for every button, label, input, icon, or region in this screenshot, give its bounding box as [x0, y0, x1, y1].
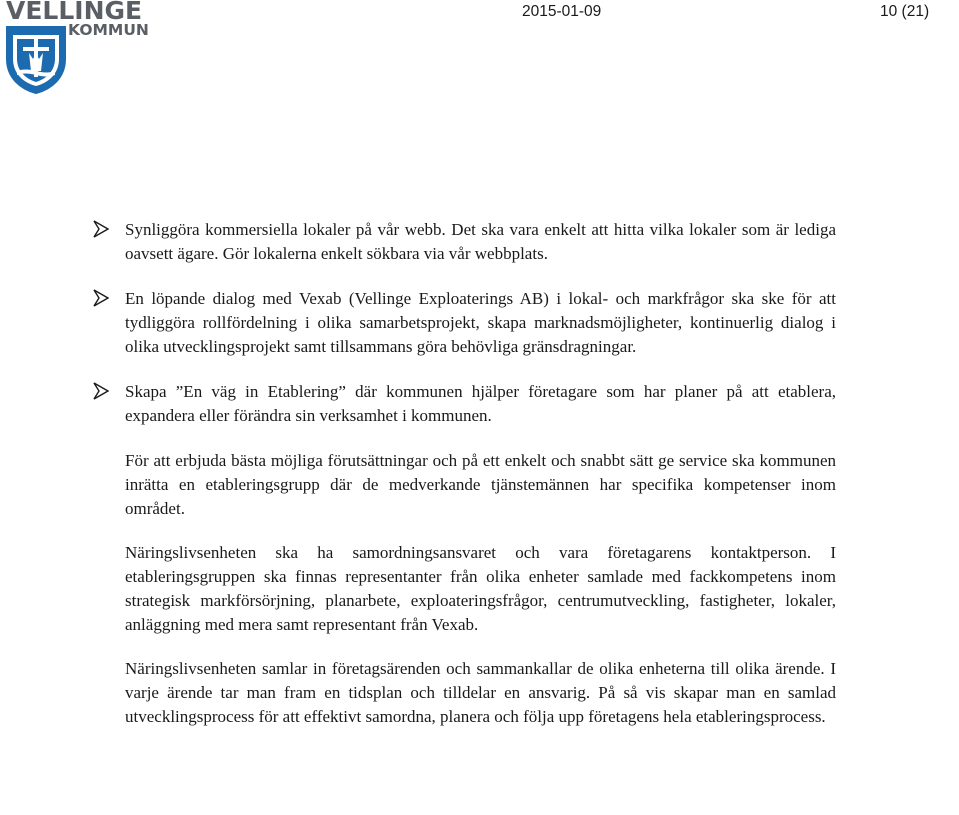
bullet-text: Synliggöra kommersiella lokaler på vår webb. Det ska vara enkelt att hitta vilka lokaler som är lediga oavsett ägare. Gör lokalerna enkelt sökbara via vår webbplats.: [125, 220, 836, 263]
arrow-bullet-icon: [93, 289, 109, 307]
paragraph: För att erbjuda bästa möjliga förutsättningar och på ett enkelt och snabbt sätt ge service ska kommunen inrätta en etableringsgrupp där de medverkande tjänstemännen har specifika kompetenser inom området.: [125, 451, 836, 518]
bullet-text: En löpande dialog med Vexab (Vellinge Exploaterings AB) i lokal- och markfrågor ska ske för att tydliggöra rollfördelning i olika samarbetsprojekt, skapa marknadsmöjligheter, kontinuerlig dialog i olika utvecklingsprojekt samt tillsammans göra behövliga gränsdragningar.: [125, 289, 836, 356]
bullet-item: [125, 287, 836, 359]
paragraph: Näringslivsenheten samlar in företagsärenden och sammankallar de olika enheterna till olika ärende. I varje ärende tar man fram en tidsplan och tilldelar en ansvarig. På så vis skapar man en samlad utvecklingsprocess för att effektivt samordna, planera och följa upp företagens hela etableringsprocess.: [125, 659, 836, 726]
bullet-item: [125, 218, 836, 266]
bullet-text: Skapa ”En väg in Etablering” där kommunen hjälper företagare som har planer på att etablera, expandera eller förändra sin verksamhet i kommunen.: [125, 382, 836, 425]
document-body: [125, 218, 836, 749]
arrow-bullet-icon: [93, 382, 109, 400]
logo-subtitle: KOMMUN: [68, 21, 149, 39]
paragraph: Näringslivsenheten ska ha samordningsansvaret och vara företagarens kontaktperson. I etableringsgruppen ska finnas representanter från olika enheter samlade med fackkompetens inom strategisk markförsörjning, planarbete, exploateringsfrågor, centrumutveckling, fastigheter, lokaler, anläggning med mera samt representant från Vexab.: [125, 543, 836, 634]
coat-of-arms-icon: [5, 25, 67, 95]
document-date: 2015-01-09: [522, 3, 602, 20]
page-number: 10 (21): [880, 3, 930, 20]
arrow-bullet-icon: [93, 220, 109, 238]
municipality-logo: [5, 0, 165, 95]
bullet-item: [125, 380, 836, 428]
logo-name: VELLINGE: [6, 0, 143, 25]
